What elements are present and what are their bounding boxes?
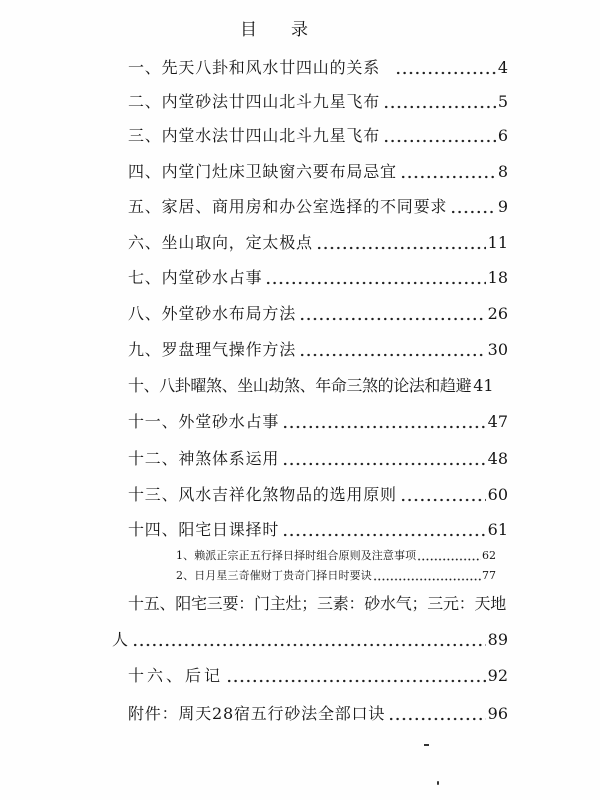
toc-entry-label: 三、内堂水法廿四山北斗九星飞布 [128,126,381,145]
toc-entry-label: 八、外堂砂水布局方法 [128,304,297,323]
toc-sub-entry-label: 2、日月星三奇催财丁贵奇门择日时要诀 [176,569,372,582]
toc-entry-page: 9 [497,197,508,216]
dot-leader [264,267,485,289]
toc-entry-14 [128,519,508,541]
dot-leader [281,411,485,433]
toc-entry-page: 4 [497,58,508,77]
dot-leader [225,665,486,687]
toc-entry-7 [128,267,508,289]
toc-entry-page: 18 [487,268,508,287]
toc-entry-page: 41 [473,376,494,395]
dot-leader [298,339,486,361]
dot-leader [382,91,496,113]
scan-speck [424,744,429,746]
toc-entry-11 [128,411,508,433]
dot-leader [281,448,485,470]
toc-entry-label: 二、内堂砂法廿四山北斗九星飞布 [128,92,381,111]
toc-entry-label: 一、先天八卦和风水廿四山的关系 [128,58,381,77]
dot-leader [315,232,486,254]
toc-entry-page: 61 [487,520,508,539]
dot-leader [281,519,485,541]
toc-entry-page: 60 [487,485,508,504]
toc-entry-label: 六、坐山取向，定太极点 [128,233,313,252]
toc-entry-4 [128,161,508,183]
toc-entry-8 [128,303,508,325]
dot-leader [373,568,481,584]
toc-sub-entry-page: 62 [482,549,496,562]
toc-entry-label: 七、内堂砂水占事 [128,268,263,287]
toc-entry-10 [128,375,508,397]
toc-entry-page: 8 [497,162,508,181]
scan-speck [437,781,439,785]
dot-leader [399,161,496,183]
toc-entry-label: 十一、外堂砂水占事 [128,412,280,431]
toc-entry-label: 十五、阳宅三要：门主灶；三素：砂水气；三元：天地 [128,594,507,613]
toc-entry-label: 四、内堂门灶床卫缺窗六要布局忌宜 [128,162,397,181]
toc-entry-page: 89 [487,630,508,649]
toc-sub-entry-1 [176,548,496,564]
toc-entry-6 [128,232,508,254]
toc-entry-label: 十二、神煞体系运用 [128,449,280,468]
dot-leader [298,303,486,325]
toc-entry-page: 5 [497,92,508,111]
toc-entry-label-continuation: 人 [112,630,129,649]
toc-entry-label: 九、罗盘理气操作方法 [128,340,297,359]
dot-leader [387,703,485,725]
dot-leader [449,196,496,218]
toc-entry-page: 26 [487,304,508,323]
toc-entry-page: 47 [487,412,508,431]
dot-leader [131,629,486,651]
toc-entry-3 [128,125,508,147]
toc-entry-16 [128,665,508,687]
toc-entry-page: 30 [487,340,508,359]
toc-entry-9 [128,339,508,361]
toc-entry-15 [128,593,508,615]
toc-entry-page: 48 [487,449,508,468]
toc-entry-page: 11 [487,233,508,252]
toc-sub-entry-page: 77 [482,569,496,582]
toc-entry-page: 92 [487,666,508,685]
toc-entry-appendix [128,703,508,725]
toc-entry-13 [128,484,508,506]
toc-entry-label: 五、家居、商用房和办公室选择的不同要求 [128,197,448,216]
toc-entry-5 [128,196,508,218]
dot-leader [399,484,486,506]
toc-entry-15-continuation [112,629,508,651]
dot-leader [417,548,481,564]
toc-title: 目 录 [240,20,308,40]
toc-entry-page: 96 [487,704,508,723]
toc-sub-entry-2 [176,568,496,584]
toc-entry-1 [128,57,508,79]
toc-entry-label: 十六、后记 [128,666,224,685]
toc-sub-entry-label: 1、赖派正宗正五行择日择时组合原则及注意事项 [176,549,417,562]
toc-entry-page: 6 [497,126,508,145]
toc-entry-2 [128,91,508,113]
toc-entry-label: 十四、阳宅日课择时 [128,520,280,539]
toc-entry-label: 十、八卦曜煞、坐山劫煞、年命三煞的论法和趋避 [128,376,472,395]
toc-entry-label: 附件：周天28宿五行砂法全部口诀 [128,704,386,723]
toc-entry-label: 十三、风水吉祥化煞物品的选用原则 [128,485,397,504]
dot-leader [382,125,496,147]
toc-entry-12 [128,448,508,470]
dot-leader [394,57,496,79]
